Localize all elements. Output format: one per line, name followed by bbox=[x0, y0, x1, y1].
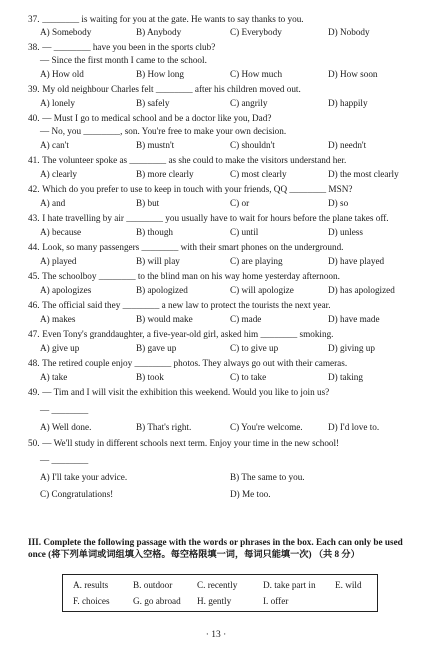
question-43 bbox=[28, 213, 424, 224]
option-a[interactable]: A) lonely bbox=[40, 98, 75, 108]
option-d[interactable]: D) Me too. bbox=[230, 489, 271, 499]
option-d[interactable]: D) needn't bbox=[328, 140, 367, 150]
question-number: 44. bbox=[28, 242, 40, 252]
question-number: 41. bbox=[28, 155, 40, 165]
option-b[interactable]: B) apologized bbox=[136, 285, 188, 295]
option-d[interactable]: D) the most clearly bbox=[328, 169, 399, 179]
option-c[interactable]: C) made bbox=[230, 314, 262, 324]
question-number: 45. bbox=[28, 271, 40, 281]
option-b[interactable]: B) That's right. bbox=[136, 422, 192, 432]
question-40 bbox=[28, 113, 424, 124]
option-c[interactable]: C) or bbox=[230, 198, 250, 208]
question-text: ________ is waiting for you at the gate. He wants to say thanks to you. bbox=[42, 14, 304, 24]
question-text: — Tim and I will visit the exhibition this weekend. Would you like to join us? bbox=[42, 387, 330, 397]
word-choice: B. outdoor bbox=[133, 580, 173, 590]
option-c[interactable]: C) until bbox=[230, 227, 259, 237]
option-a[interactable]: A) clearly bbox=[40, 169, 77, 179]
question-39 bbox=[28, 84, 424, 95]
word-choice: H. gently bbox=[197, 596, 232, 606]
option-d[interactable]: D) Nobody bbox=[328, 27, 370, 37]
question-40-reply: — No, you ________, son. You're free to make your own decision. bbox=[40, 126, 287, 136]
option-a[interactable]: A) and bbox=[40, 198, 66, 208]
word-choice: I. offer bbox=[263, 596, 289, 606]
question-49 bbox=[28, 387, 424, 398]
option-d[interactable]: D) happily bbox=[328, 98, 368, 108]
question-50-reply: — ________ bbox=[40, 455, 89, 465]
word-choice: A. results bbox=[73, 580, 109, 590]
word-choice: D. take part in bbox=[263, 580, 316, 590]
option-c[interactable]: C) are playing bbox=[230, 256, 283, 266]
option-c[interactable]: C) Congratulations! bbox=[40, 489, 114, 499]
question-text: I hate travelling by air ________ you usually have to wait for hours before the plane takes off. bbox=[42, 213, 389, 223]
question-number: 43. bbox=[28, 213, 40, 223]
question-42 bbox=[28, 184, 424, 195]
question-49-reply: — ________ bbox=[40, 405, 89, 415]
option-d[interactable]: D) taking bbox=[328, 372, 363, 382]
word-choice: C. recently bbox=[197, 580, 238, 590]
option-a[interactable]: A) can't bbox=[40, 140, 69, 150]
option-b[interactable]: B) more clearly bbox=[136, 169, 194, 179]
question-number: 48. bbox=[28, 358, 40, 368]
question-46 bbox=[28, 300, 424, 311]
question-37 bbox=[28, 14, 424, 25]
option-d[interactable]: D) I'd love to. bbox=[328, 422, 380, 432]
option-d[interactable]: D) has apologized bbox=[328, 285, 395, 295]
option-c[interactable]: C) to take bbox=[230, 372, 267, 382]
question-48 bbox=[28, 358, 424, 369]
option-b[interactable]: B) safely bbox=[136, 98, 170, 108]
option-b[interactable]: B) took bbox=[136, 372, 164, 382]
option-b[interactable]: B) gave up bbox=[136, 343, 177, 353]
option-c[interactable]: C) Everybody bbox=[230, 27, 282, 37]
question-text: — ________ have you been in the sports club? bbox=[42, 42, 216, 52]
option-d[interactable]: D) have made bbox=[328, 314, 380, 324]
question-text: Which do you prefer to use to keep in touch with your friends, QQ ________ MSN? bbox=[42, 184, 353, 194]
option-b[interactable]: B) but bbox=[136, 198, 160, 208]
section-heading: III. Complete the following passage with the words or phrases in the box. Each can only be used once (将下列单词或词组填入空格。每空格限填一词，每词只能填一次) （共 8 分） bbox=[28, 537, 403, 559]
option-c[interactable]: C) You're welcome. bbox=[230, 422, 303, 432]
question-text: Look, so many passengers ________ with their smart phones on the underground. bbox=[42, 242, 344, 252]
question-41 bbox=[28, 155, 424, 166]
option-c[interactable]: C) How much bbox=[230, 69, 283, 79]
question-number: 50. bbox=[28, 438, 40, 448]
word-box bbox=[62, 574, 378, 612]
question-text: — Must I go to medical school and be a doctor like you, Dad? bbox=[42, 113, 272, 123]
option-a[interactable]: A) apologizes bbox=[40, 285, 92, 295]
option-a[interactable]: A) played bbox=[40, 256, 77, 266]
option-c[interactable]: C) angrily bbox=[230, 98, 268, 108]
question-38-reply: — Since the first month I came to the school. bbox=[40, 55, 207, 65]
word-choice: E. wild bbox=[335, 580, 362, 590]
option-b[interactable]: B) though bbox=[136, 227, 174, 237]
question-number: 40. bbox=[28, 113, 40, 123]
option-a[interactable]: A) Well done. bbox=[40, 422, 92, 432]
word-choice: G. go abroad bbox=[133, 596, 181, 606]
option-b[interactable]: B) mustn't bbox=[136, 140, 175, 150]
option-c[interactable]: C) will apologize bbox=[230, 285, 294, 295]
question-number: 39. bbox=[28, 84, 40, 94]
option-a[interactable]: A) give up bbox=[40, 343, 80, 353]
question-number: 38. bbox=[28, 42, 40, 52]
question-text: The schoolboy ________ to the blind man on his way home yesterday afternoon. bbox=[42, 271, 340, 281]
question-47 bbox=[28, 329, 424, 340]
option-a[interactable]: A) because bbox=[40, 227, 82, 237]
option-a[interactable]: A) take bbox=[40, 372, 68, 382]
option-a[interactable]: A) Somebody bbox=[40, 27, 92, 37]
option-c[interactable]: C) to give up bbox=[230, 343, 279, 353]
question-44 bbox=[28, 242, 424, 253]
question-number: 46. bbox=[28, 300, 40, 310]
option-b[interactable]: B) Anybody bbox=[136, 27, 182, 37]
option-b[interactable]: B) The same to you. bbox=[230, 472, 305, 482]
question-number: 49. bbox=[28, 387, 40, 397]
question-text: My old neighbour Charles felt ________ after his children moved out. bbox=[42, 84, 301, 94]
question-number: 37. bbox=[28, 14, 40, 24]
option-b[interactable]: B) will play bbox=[136, 256, 180, 266]
question-text: Even Tony's granddaughter, a five-year-old girl, asked him ________ smoking. bbox=[42, 329, 334, 339]
question-45 bbox=[28, 271, 424, 282]
question-number: 42. bbox=[28, 184, 40, 194]
word-choice: F. choices bbox=[73, 596, 110, 606]
option-d[interactable]: D) giving up bbox=[328, 343, 375, 353]
option-d[interactable]: D) unless bbox=[328, 227, 363, 237]
question-38 bbox=[28, 42, 424, 53]
option-c[interactable]: C) shouldn't bbox=[230, 140, 275, 150]
option-d[interactable]: D) so bbox=[328, 198, 349, 208]
question-text: The retired couple enjoy ________ photos. They always go out with their cameras. bbox=[42, 358, 348, 368]
question-text: The volunteer spoke as ________ as she could to make the visitors understand her. bbox=[42, 155, 347, 165]
option-d[interactable]: D) have played bbox=[328, 256, 385, 266]
option-c[interactable]: C) most clearly bbox=[230, 169, 287, 179]
option-d[interactable]: D) How soon bbox=[328, 69, 378, 79]
option-a[interactable]: A) How old bbox=[40, 69, 84, 79]
question-text: — We'll study in different schools next term. Enjoy your time in the new school! bbox=[42, 438, 340, 448]
question-number: 47. bbox=[28, 329, 40, 339]
question-text: The official said they ________ a new law to protect the tourists the next year. bbox=[42, 300, 331, 310]
option-b[interactable]: B) would make bbox=[136, 314, 193, 324]
option-b[interactable]: B) How long bbox=[136, 69, 184, 79]
option-a[interactable]: A) I'll take your advice. bbox=[40, 472, 128, 482]
page-number: · 13 · bbox=[205, 630, 227, 640]
question-50 bbox=[28, 438, 424, 449]
option-a[interactable]: A) makes bbox=[40, 314, 76, 324]
